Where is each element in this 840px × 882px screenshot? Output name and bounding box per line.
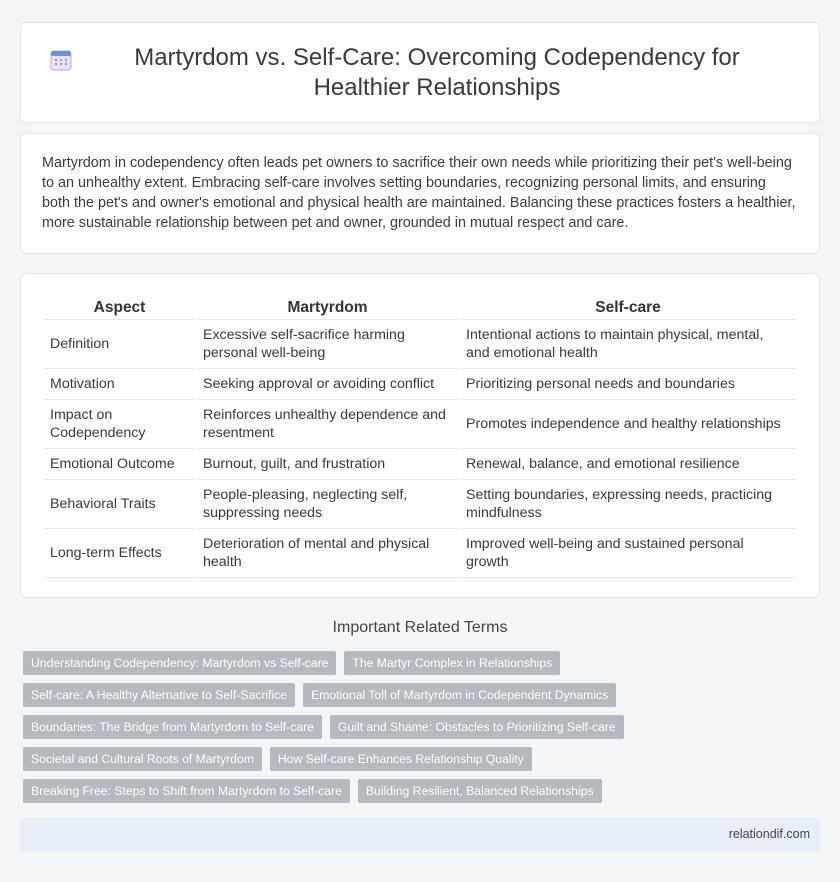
intro-card <box>20 133 820 254</box>
table-row <box>44 369 796 400</box>
aspect-cell: Definition <box>44 320 195 369</box>
comparison-card <box>20 273 820 598</box>
martyrdom-cell: Burnout, guilt, and frustration <box>197 449 458 480</box>
self-care-cell: Prioritizing personal needs and boundaries <box>460 369 796 400</box>
table-row <box>44 449 796 480</box>
tag-row <box>23 779 823 803</box>
intro-paragraph: Martyrdom in codependency often leads pet owners to sacrifice their own needs while prioritizing their pet's well-being to an unhealthy extent. Embracing self-care involves setting boundaries, recognizing personal limits, and ensuring both the pet's and owner's emotional and physical health are maintained. Balancing these practices fosters a healthier, more sustainable relationship between pet and owner, grounded in mutual respect and care. <box>42 155 796 231</box>
aspect-cell: Behavioral Traits <box>44 480 195 529</box>
related-term-link[interactable]: Guilt and Shame: Obstacles to Prioritizing Self-care <box>330 715 624 739</box>
header-aspect: Aspect <box>44 294 195 320</box>
self-care-cell: Promotes independence and healthy relationships <box>460 400 796 449</box>
table-row <box>44 400 796 449</box>
related-term-link[interactable]: How Self-care Enhances Relationship Quality <box>270 747 532 771</box>
martyrdom-cell: People-pleasing, neglecting self, suppressing needs <box>197 480 458 529</box>
aspect-cell: Impact on Codependency <box>44 400 195 449</box>
self-care-cell: Intentional actions to maintain physical, mental, and emotional health <box>460 320 796 369</box>
aspect-cell: Emotional Outcome <box>44 449 195 480</box>
related-term-link[interactable]: Emotional Toll of Martyrdom in Codependent Dynamics <box>303 683 616 707</box>
tag-row <box>23 651 823 675</box>
related-term-link[interactable]: Building Resilient, Balanced Relationships <box>358 779 602 803</box>
martyrdom-cell: Seeking approval or avoiding conflict <box>197 369 458 400</box>
related-term-link[interactable]: Breaking Free: Steps to Shift from Martyrdom to Self-care <box>23 779 350 803</box>
self-care-cell: Improved well-being and sustained personal growth <box>460 529 796 578</box>
martyrdom-cell: Deterioration of mental and physical health <box>197 529 458 578</box>
header-self-care: Self-care <box>460 294 796 320</box>
tag-row <box>23 715 823 739</box>
table-row <box>44 480 796 529</box>
aspect-cell: Motivation <box>44 369 195 400</box>
tag-row <box>23 683 823 707</box>
related-term-link[interactable]: Boundaries: The Bridge from Martyrdom to Self-care <box>23 715 322 739</box>
header-martyrdom: Martyrdom <box>197 294 458 320</box>
self-care-cell: Renewal, balance, and emotional resilience <box>460 449 796 480</box>
footer <box>20 818 820 852</box>
tag-row <box>23 747 823 771</box>
related-term-link[interactable]: The Martyr Complex in Relationships <box>344 651 560 675</box>
footer-site-link[interactable]: relationdif.com <box>728 827 810 841</box>
aspect-cell: Long-term Effects <box>44 529 195 578</box>
page-title: Martyrdom vs. Self-Care: Overcoming Codependency for Healthier Relationships <box>134 44 740 101</box>
martyrdom-cell: Reinforces unhealthy dependence and resentment <box>197 400 458 449</box>
related-term-link[interactable]: Self-care: A Healthy Alternative to Self-Sacrifice <box>23 683 295 707</box>
related-term-link[interactable]: Understanding Codependency: Martyrdom vs Self-care <box>23 651 336 675</box>
table-row <box>44 529 796 578</box>
header-card <box>20 22 820 123</box>
martyrdom-cell: Excessive self-sacrifice harming personal well-being <box>197 320 458 369</box>
related-term-link[interactable]: Societal and Cultural Roots of Martyrdom <box>23 747 262 771</box>
self-care-cell: Setting boundaries, expressing needs, practicing mindfulness <box>460 480 796 529</box>
table-row <box>44 320 796 369</box>
comparison-table <box>42 294 798 578</box>
related-terms-list <box>23 651 823 811</box>
related-terms-title: Important Related Terms <box>332 619 508 636</box>
